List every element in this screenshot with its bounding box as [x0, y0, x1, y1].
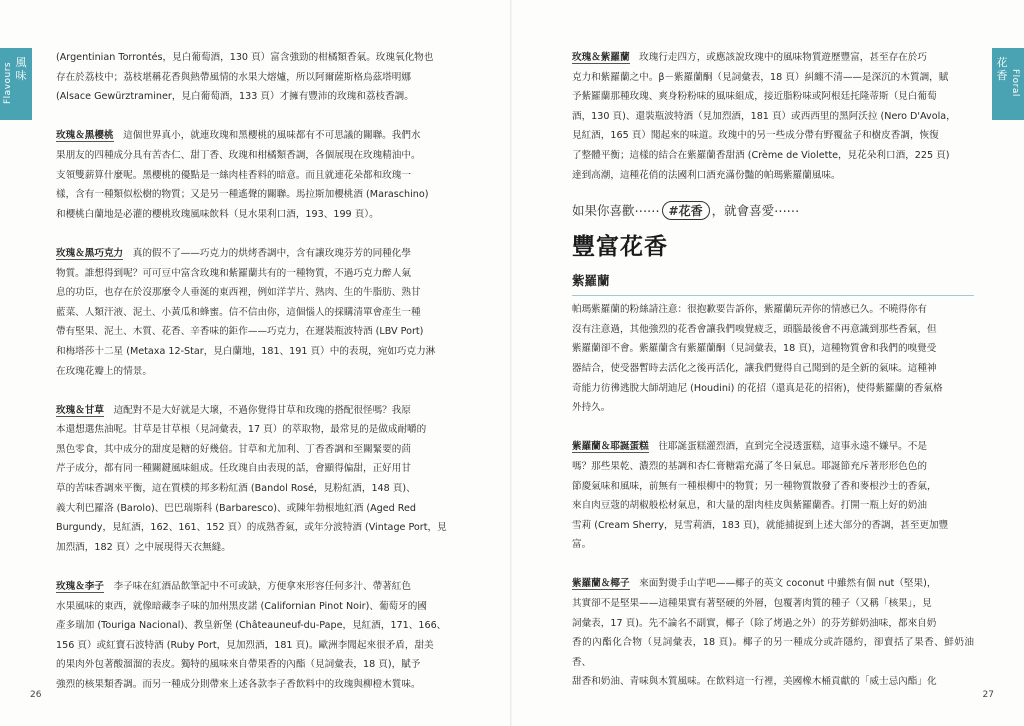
- text-line: 和梅塔莎十二星 (Metaxa 12-Star，見白蘭地，181、191 頁）中的表現，宛如巧克力淋: [56, 345, 436, 357]
- text-line: 酒，130 頁)、還裝瓶波特酒（見加烈酒，181 頁）或西西里的黑阿沃拉 (Nero D'Avola，: [572, 110, 956, 122]
- section-tab-en: Floral: [1010, 69, 1020, 97]
- text-line: 富。: [572, 539, 592, 551]
- text-line-rest: 來面對燙手山芋吧——椰子的英文 coconut 中雖然有個 nut（堅果)，: [639, 578, 937, 590]
- paragraph-rose-violet: [572, 48, 974, 185]
- text-line: 草的苦味香調來平衡，這在質樸的邦多粉紅酒 (Bandol Rosé，見粉紅酒，148 頁)、: [56, 483, 416, 495]
- text-line: 產多瑞加 (Touriga Nacional)、教皇新堡 (Châteauneuf-du-Pape，見紅酒，171、166、: [56, 620, 447, 632]
- text-line: [56, 126, 450, 146]
- pairing-heading: 玫瑰＆黑巧克力: [56, 247, 124, 259]
- paragraph-rose-dark-chocolate: [56, 244, 450, 381]
- text-line: 156 頁）或紅寶石波特酒 (Ruby Port，見加烈酒，181 頁)。歐洲李聞起來很矛盾，甜美: [56, 639, 434, 651]
- pairing-heading: 玫瑰＆甘草: [56, 404, 104, 416]
- text-line: 的果肉外包著酸溜溜的表皮。獨特的風味來自帶果香的內酯（見詞彙表，18 頁)，賦予: [56, 659, 421, 671]
- text-line: 帶有堅果、泥土、木質、花香、辛香味的鉅作——巧克力，在遲裝瓶波特酒 (LBV Port): [56, 326, 424, 338]
- text-line: 奇能力彷彿逃脫大師胡迪尼 (Houdini) 的花招（還真是花的招術)，使得紫羅蘭的香氣格: [572, 382, 943, 394]
- text-line: 來自肉豆蔻的胡椒般松材氣息，和大量的甜肉桂皮與紫羅蘭香。打開一瓶上好的奶油: [572, 500, 927, 512]
- text-line: [56, 244, 450, 264]
- left-body: [56, 48, 450, 714]
- text-line: 和櫻桃白蘭地是必灌的櫻桃玫瑰風味飲料（見水果利口酒，193、199 頁）。: [56, 208, 379, 220]
- pairing-heading: 紫羅蘭＆椰子: [572, 578, 630, 590]
- text-line: 息的功臣，也存在於沒那麼令人垂涎的東西裡，例如洋芋片、熟肉、生的牛脂肪、熟甘: [56, 287, 421, 299]
- text-line: 水果風味的東西，就像暗藏李子味的加州黑皮諾 (Californian Pinot Noir)、葡萄牙的國: [56, 600, 427, 612]
- text-line: 器結合，使受器暫時去活化之後再活化，讓我們覺得自己聞到的是全新的氣味。這種神: [572, 362, 937, 374]
- text-line: 予紫羅蘭那種玫瑰、爽身粉粉味的風味組成，接近脂粉味或阿根廷托隆蒂斯（見白葡萄: [572, 91, 937, 103]
- text-line: 香的內酯化合物（見詞彙表，18 頁)。椰子的另一種成分或許隱約，卻賣括了果香、鮮奶油香、: [572, 637, 974, 668]
- intro-text: 如果你喜歡⋯⋯: [572, 203, 660, 219]
- text-line: 強烈的核果類香調。而另一種成分則帶來上述各款李子香飲料中的玫瑰與柳橙木質味。: [56, 679, 421, 690]
- text-line: [572, 437, 974, 457]
- floral-hashtag: #花香: [662, 201, 710, 220]
- paragraph-violet-christmas-cake: [572, 437, 974, 555]
- text-line: 紫羅蘭卻不會。紫羅蘭含有紫羅蘭酮（見詞彙表，18 頁)，這種物質會和我們的嗅覺受: [572, 343, 937, 355]
- text-line: 沒有注意過，其他強烈的花香會讓我們嗅覺疲乏，頭腦最後會不再意識到那些香氣，但: [572, 323, 937, 335]
- text-line: 芹子成分，都有同一種關鍵風味組成。任玫瑰自由表現的話，會顯得偏甜，正好用甘: [56, 463, 411, 475]
- page-number: 27: [982, 690, 994, 700]
- section-title: 豐富花香: [572, 234, 668, 261]
- intro-text: ，就會喜愛⋯⋯: [711, 203, 800, 219]
- text-line: 在玫瑰花瓣上的情景。: [56, 365, 152, 377]
- text-line: 黑色零食，其中成分的甜度是糖的好幾倍。甘草和尤加利、丁香香調和至關緊要的茴: [56, 443, 411, 455]
- section-tab-zh: 花香: [996, 56, 1008, 82]
- text-line: 外持久。: [572, 402, 611, 414]
- section-tab-en: Flavours: [3, 61, 13, 105]
- paragraph-rose-licorice: [56, 401, 450, 558]
- section-tab-flavours: [0, 48, 32, 120]
- text-line: (Alsace Gewürztraminer，見白葡萄酒，133 頁）才擁有豐沛的玫瑰和荔枝香調。: [56, 91, 414, 103]
- text-line: [572, 48, 974, 68]
- text-line: 雪莉 (Cream Sherry，見雪莉酒，183 頁)，就能捕捉到上述大部分的香調，甚至更加豐: [572, 519, 949, 531]
- text-line: 克力和紫羅蘭之中。β－紫羅蘭酮（見詞彙表，18 頁）糾纏不清——是深沉的木質調，賦: [572, 71, 949, 83]
- text-line: 詞彙表，17 頁)。先不論名不副實，椰子（除了烤過之外）的芬芳鮮奶油味，都來自奶: [572, 617, 937, 629]
- section-tab-zh: 風味: [15, 56, 27, 82]
- text-line: 樣，含有一種類似松樹的物質；又是另一種遙聲的關聯。馬拉斯加櫻桃酒 (Maraschino): [56, 189, 429, 201]
- text-line: [56, 401, 450, 421]
- right-body: [572, 48, 974, 712]
- text-line: 嗎？那些果乾、濃烈的基調和杏仁膏糖霜充滿了冬日氣息。耶誕節充斥著形形色色的: [572, 460, 927, 472]
- text-line: (Argentinian Torrontés，見白葡萄酒，130 頁）富含強勁的柑橘類香氣。玫瑰氧化物也: [56, 52, 434, 63]
- text-line: 加烈酒，182 頁）之中展現得天衣無縫。: [56, 541, 231, 553]
- text-line-rest: 這個世界真小，就連玫瑰和黑櫻桃的風味都有不可思議的關聯。我們水: [123, 130, 421, 142]
- text-line-rest: 真的假不了——巧克力的烘烤香調中，含有讓玫瑰芬芳的同種化學: [132, 247, 411, 259]
- paragraph-rose-plum: [56, 577, 450, 695]
- text-line: 達到高潮，這種花俏的法國利口酒充滿份豔的帕瑪紫羅蘭風味。: [572, 169, 841, 181]
- text-line-rest: 這配對不是大好就是大壞，不過你覺得甘草和玫瑰的搭配很怪嗎？我原: [113, 404, 411, 416]
- pairing-heading: 玫瑰＆李子: [56, 581, 104, 593]
- paragraph-violet-coconut: [572, 574, 974, 692]
- text-line: 節慶氣味和風味，前無有一種根柳中的物質；另一種物質散發了香和麥根沙士的香氣，: [572, 480, 937, 492]
- text-line: 果朋友的四種成分具有苦杏仁、甜丁香、玫瑰和柑橘類香調，各個展現在玫瑰精油中。: [56, 149, 421, 161]
- text-line: [572, 574, 974, 594]
- text-line: 物質。誰想得到呢？可可豆中富含玫瑰和紫羅蘭共有的一種物質，不過巧克力醉人氣: [56, 267, 411, 279]
- paragraph-intro: [56, 48, 450, 107]
- text-line-rest: 李子味在紅酒品飲筆記中不可或缺，方便拿來形容任何多汁、帶著紅色: [113, 581, 411, 593]
- pairing-heading: 玫瑰＆黑櫻桃: [56, 130, 114, 142]
- text-line: 存在於荔枝中；荔枝堪稱花香與熱帶風情的水果大熔爐，所以阿爾薩斯格烏茲塔明娜: [56, 71, 411, 83]
- text-line-rest: 往耶誕蛋糕灌烈酒，直到完全浸透蛋糕，這事永遠不嫌早。不是: [658, 441, 927, 453]
- text-line: [56, 577, 450, 597]
- paragraph-rose-black-cherry: [56, 126, 450, 224]
- text-line: 見紅酒，165 頁）聞起來的味道。玫瑰中的另一些成分帶有野覆盆子和樹皮香調，恢復: [572, 130, 939, 142]
- text-line: 甜香和奶油、青味與木質風味。在飲料這一行裡，美國橡木桶貢獻的「威士忌內酯」化: [572, 676, 937, 688]
- text-line: 本還想選焦油呢。甘草是甘草根（見詞彙表，17 頁）的萃取物，最常見的是做成耐嚼的: [56, 424, 427, 436]
- text-line: 其實卻不是堅果——這種果實有著堅硬的外層，包覆著肉質的種子（又稱「核果」，見: [572, 598, 932, 610]
- text-line: 義大利巴羅洛 (Barolo)、巴巴瑞斯科 (Barbaresco)、或陳年勃根地紅酒 (Aged Red: [56, 502, 417, 514]
- if-you-like-intro: [572, 201, 974, 220]
- subsection-title: 紫羅蘭: [572, 271, 974, 296]
- text-line: 藍菜、人類汗液、泥土、小黃瓜和蜂蜜。信不信由你，這個惱人的採購清單會產生一種: [56, 306, 421, 318]
- text-line: 支領雙薪算什麼呢。黑櫻桃的優點是一絲肉桂香料的暗意。而且就連花朵都和玫瑰一: [56, 169, 411, 181]
- pairing-heading: 紫羅蘭＆耶誕蛋糕: [572, 441, 649, 453]
- text-line: Burgundy，見紅酒，162、161、152 頁）的成熟香氣，或年分波特酒 (Vintage Port，見: [56, 522, 447, 534]
- text-line: 了整體平衡；這樣的結合在紫羅蘭香甜酒 (Crème de Violette，見花朵利口酒，225 頁): [572, 149, 950, 161]
- text-line-rest: 玫瑰行走四方，或應該說玫瑰中的風味物質遊歷豐富，甚至存在於巧: [639, 52, 927, 63]
- right-page: [512, 0, 1024, 726]
- section-tab-floral: [992, 48, 1024, 120]
- page-number: 26: [30, 690, 42, 700]
- pairing-heading: 玫瑰＆紫羅蘭: [572, 52, 630, 63]
- paragraph-violet-intro: [572, 300, 974, 418]
- text-line: 帕瑪紫羅蘭的粉絲請注意：很抱歉要告訴你，紫羅蘭玩弄你的情感已久。不曉得你有: [572, 304, 927, 316]
